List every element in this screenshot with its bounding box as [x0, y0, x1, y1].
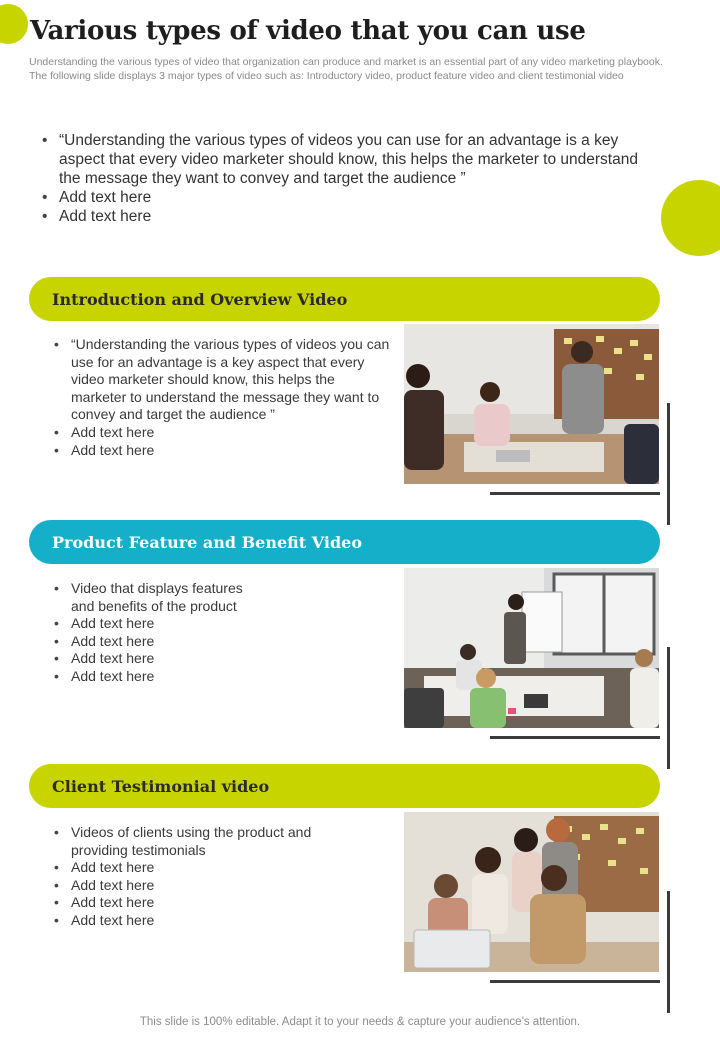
accent-line-vertical [667, 647, 670, 769]
section-bullet: • Add text here [53, 633, 263, 651]
section-bullet: • Add text here [53, 424, 393, 442]
section-bullet: • Add text here [53, 442, 393, 460]
page-subtitle: Understanding the various types of video that organization can produce and market is an essential part of any video marketing playbook. The following slide displays 3 major types of video such as: Introductory video, product feature video and client testimonial video [29, 56, 663, 82]
section-bullet-list [53, 824, 343, 930]
section-bullet: • “Understanding the various types of videos you can use for an advantage is a key aspect that every video marketer should know, this helps the marketer to understand the message they want to convey and target the audience ” [53, 336, 393, 424]
page-title: Various types of video that you can use [30, 16, 586, 46]
presentation-photo-icon [404, 568, 659, 728]
intro-bullet: • Add text here [41, 207, 651, 226]
section-bullet: • Add text here [53, 894, 343, 912]
section-bullet: • Videos of clients using the product and providing testimonials [53, 824, 343, 859]
section-bullet: • Add text here [53, 615, 263, 633]
intro-bullet: • Add text here [41, 188, 651, 207]
section-title: Client Testimonial video [52, 776, 270, 796]
section-bullet-list [53, 580, 263, 686]
section-title: Introduction and Overview Video [52, 289, 348, 309]
section-title: Product Feature and Benefit Video [52, 532, 363, 552]
intro-bullet: • “Understanding the various types of videos you can use for an advantage is a key aspect that every video marketer should know, this helps the marketer to understand the message they want to convey and target the audience ” [41, 131, 651, 188]
team-laptop-photo-icon [404, 812, 659, 972]
accent-line-vertical [667, 891, 670, 1013]
meeting-photo-icon [404, 324, 659, 484]
section-bullet: • Add text here [53, 668, 263, 686]
section-header-client-testimonial [29, 764, 660, 808]
section-bullet: • Add text here [53, 912, 343, 930]
section-bullet: • Video that displays features and benefits of the product [53, 580, 263, 615]
section-bullet: • Add text here [53, 877, 343, 895]
decorative-circle-right [661, 180, 720, 256]
section-bullet: • Add text here [53, 859, 343, 877]
accent-line [490, 980, 660, 983]
decorative-circle-top-left [0, 4, 28, 44]
accent-line [490, 736, 660, 739]
accent-line [490, 492, 660, 495]
section-header-product-feature [29, 520, 660, 564]
section-bullet: • Add text here [53, 650, 263, 668]
intro-bullet-list [41, 131, 651, 226]
section-bullet-list [53, 336, 393, 459]
accent-line-vertical [667, 403, 670, 525]
footer-note: This slide is 100% editable. Adapt it to your needs & capture your audience’s attention. [139, 1016, 581, 1028]
section-header-introduction [29, 277, 660, 321]
